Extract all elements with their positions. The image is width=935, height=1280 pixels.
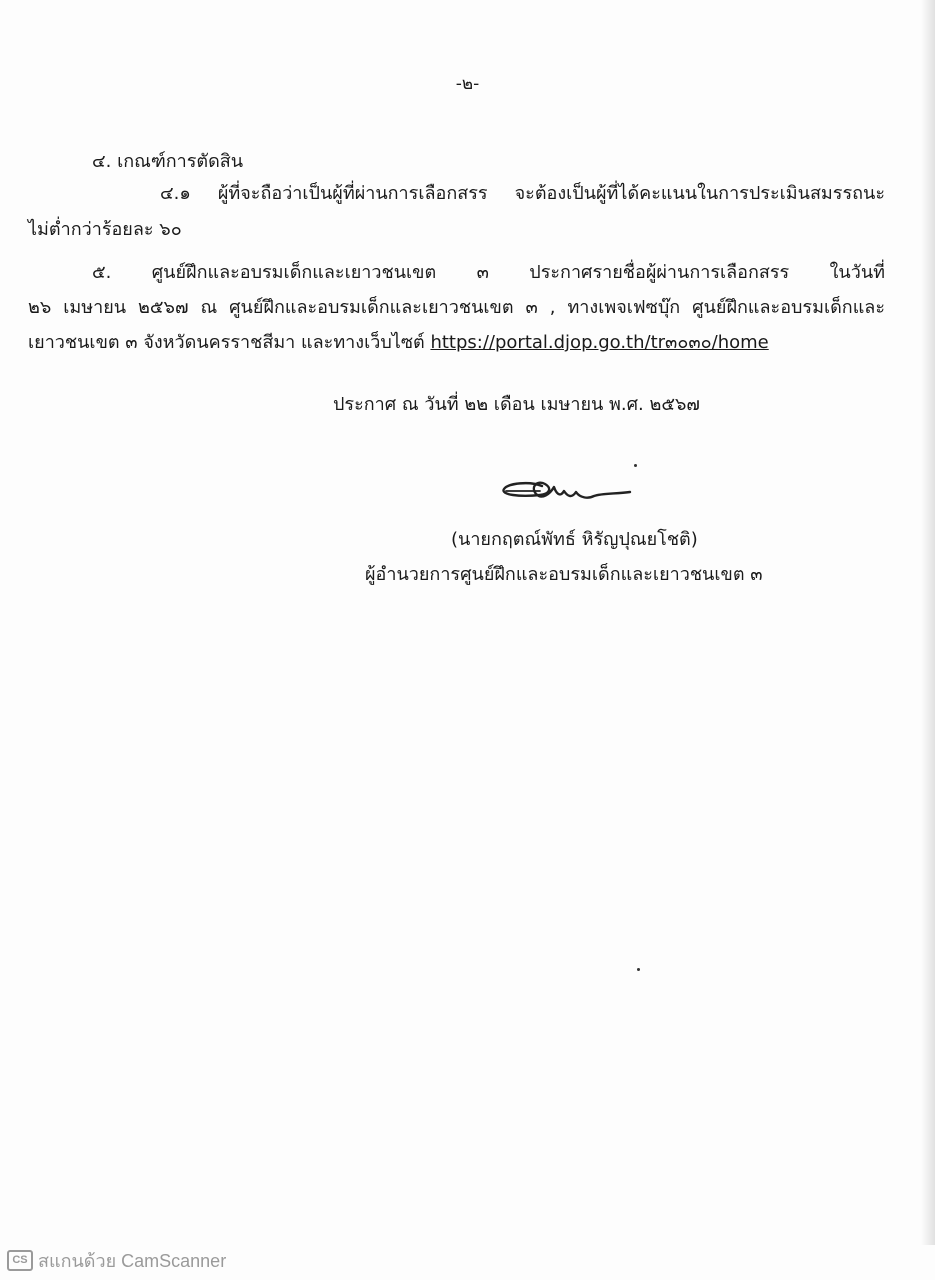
signature-image — [498, 476, 638, 508]
signer-name: (นายกฤตณ์พัทธ์ หิรัญปุณยโชติ) — [451, 529, 698, 550]
section-4-1-line-2: ไม่ต่ำกว่าร้อยละ ๖๐ — [28, 219, 182, 240]
signer-title: ผู้อำนวยการศูนย์ฝึกและอบรมเด็กและเยาวชนเขต ๓ — [365, 564, 763, 585]
section-5-line-3-text: เยาวชนเขต ๓ จังหวัดนครราชสีมา และทางเว็บไซต์ — [28, 332, 431, 353]
section-5-line-1: ๕. ศูนย์ฝึกและอบรมเด็กและเยาวชนเขต ๓ ประกาศรายชื่อผู้ผ่านการเลือกสรร ในวันที่ — [92, 262, 885, 283]
scan-speck — [634, 464, 637, 467]
camscanner-logo-icon: CS — [7, 1250, 33, 1271]
scan-speck — [637, 968, 640, 971]
section-4-heading: ๔. เกณฑ์การตัดสิน — [92, 151, 244, 172]
camscanner-watermark — [7, 1246, 226, 1275]
section-5-line-2: ๒๖ เมษายน ๒๕๖๗ ณ ศูนย์ฝึกและอบรมเด็กและเยาวชนเขต ๓ , ทางเพจเฟซบุ๊ก ศูนย์ฝึกและอบรมเด็กและ — [28, 297, 885, 318]
camscanner-watermark-text: สแกนด้วย CamScanner — [38, 1251, 227, 1271]
scan-edge-shadow — [921, 0, 935, 1245]
website-link[interactable]: https://portal.djop.go.th/tr๓๐๓๐/home — [430, 332, 769, 353]
section-5-line-3 — [28, 331, 769, 355]
section-4-1-line-1: ๔.๑ ผู้ที่จะถือว่าเป็นผู้ที่ผ่านการเลือกสรร จะต้องเป็นผู้ที่ได้คะแนนในการประเมินสมรรถนะ — [160, 183, 885, 204]
page-number: -๒- — [455, 74, 480, 94]
announcement-date: ประกาศ ณ วันที่ ๒๒ เดือน เมษายน พ.ศ. ๒๕๖๗ — [333, 394, 700, 415]
